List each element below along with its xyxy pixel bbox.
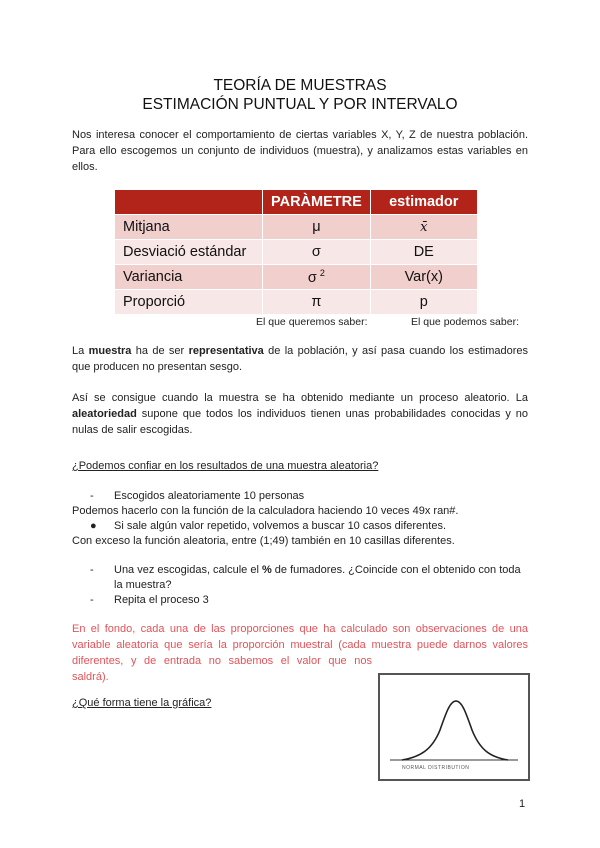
- randomness-paragraph: [72, 390, 528, 438]
- figure-caption: NORMAL DISTRIBUTION: [402, 765, 470, 771]
- row-parameter: π: [263, 290, 371, 315]
- text: ha de ser: [131, 345, 189, 357]
- list-text-continued: la muestra?: [114, 579, 172, 591]
- row-parameter: μ: [263, 215, 371, 240]
- row-estimator: x̄: [420, 220, 428, 235]
- header-cell-estimator: estimador: [370, 190, 477, 215]
- text-line: Con exceso la función aleatoria, entre (1;49) también en 10 casillas diferentes.: [72, 535, 455, 547]
- text: La: [72, 345, 89, 357]
- table-row: [115, 290, 478, 315]
- caption-want-to-know: El que queremos saber:: [256, 316, 368, 328]
- text: de la población, y así pasa cuando los estimadores que producen no presentan sesgo.: [72, 345, 528, 373]
- question-heading-1: ¿Podemos confiar en los resultados de una muestra aleatoria?: [72, 460, 379, 472]
- list-item: [90, 562, 521, 578]
- list-item: [90, 592, 209, 608]
- paragraph-line: En el fondo, cada una de las proporciones que ha calculado son observaciones de una: [72, 623, 528, 635]
- document-title: TEORÍA DE MUESTRAS: [213, 77, 387, 94]
- bold-term: muestra: [88, 345, 132, 357]
- list-text: Escogidos aleatoriamente 10 personas: [114, 490, 305, 502]
- row-estimator: DE: [370, 240, 477, 265]
- bold-term: aleatoriedad: [72, 408, 137, 420]
- row-estimator: Var(x): [370, 265, 477, 290]
- header-cell-parameter: PARÀMETRE: [263, 190, 371, 215]
- dot-bullet: ●: [90, 520, 97, 532]
- table-row: [115, 215, 478, 240]
- row-name: Proporció: [115, 290, 263, 315]
- table-header-row: [115, 190, 478, 215]
- normal-curve-graphic: [380, 675, 528, 779]
- page-number: 1: [519, 798, 526, 810]
- list-item: [90, 518, 446, 534]
- normal-distribution-figure: [378, 673, 530, 781]
- row-parameter: σ: [263, 240, 371, 265]
- bell-curve: [402, 701, 508, 760]
- list-text: Repita el proceso 3: [114, 594, 209, 606]
- list-item: [90, 488, 304, 504]
- text: Así se consigue cuando la muestra se ha obtenido mediante un proceso aleatorio. La: [72, 392, 528, 404]
- list-text: Si sale algún valor repetido, volvemos a buscar 10 casos diferentes.: [114, 520, 447, 532]
- table-row: [115, 265, 478, 290]
- table-row: [115, 240, 478, 265]
- list-text: de fumadores. ¿Coincide con el obtenido con toda: [271, 564, 521, 576]
- row-parameter-exponent: 2: [319, 268, 325, 278]
- bold-term: %: [261, 564, 272, 576]
- row-estimator: p: [370, 290, 477, 315]
- question-heading-2: ¿Qué forma tiene la gráfica?: [72, 697, 212, 709]
- parameters-table: [114, 189, 478, 315]
- row-name: Variancia: [115, 265, 263, 290]
- header-cell-empty: [115, 190, 263, 215]
- dash-bullet: -: [90, 564, 94, 576]
- document-subtitle: ESTIMACIÓN PUNTUAL Y POR INTERVALO: [142, 96, 458, 113]
- dash-bullet: -: [90, 490, 94, 502]
- row-name: Mitjana: [115, 215, 263, 240]
- text: supone que todos los individuos tienen unas probabilidades conocidas y no nulas de salir escogidas.: [72, 408, 528, 436]
- row-parameter: σ: [307, 270, 317, 286]
- paragraph-line: variable aleatoria que sería la proporción muestral (cada muestra puede darnos valores: [72, 639, 528, 651]
- text-line: Podemos hacerlo con la función de la calculadora haciendo 10 veces 49x ran#.: [72, 505, 459, 517]
- dash-bullet: -: [90, 594, 94, 606]
- bold-term: representativa: [188, 345, 264, 357]
- paragraph-line: saldrá).: [72, 671, 109, 683]
- intro-paragraph: Nos interesa conocer el comportamiento de ciertas variables X, Y, Z de nuestra población. Para ello escogemos un conjunto de individuos (muestra), y analizamos estas variables en ellos.: [72, 129, 528, 173]
- caption-can-know: El que podemos saber:: [411, 316, 519, 328]
- list-text: Una vez escogidas, calcule el: [114, 564, 262, 576]
- paragraph-line: diferentes, y de entrada no sabemos el valor que nos: [72, 655, 372, 667]
- representative-paragraph: [72, 343, 528, 375]
- row-name: Desviació estándar: [115, 240, 263, 265]
